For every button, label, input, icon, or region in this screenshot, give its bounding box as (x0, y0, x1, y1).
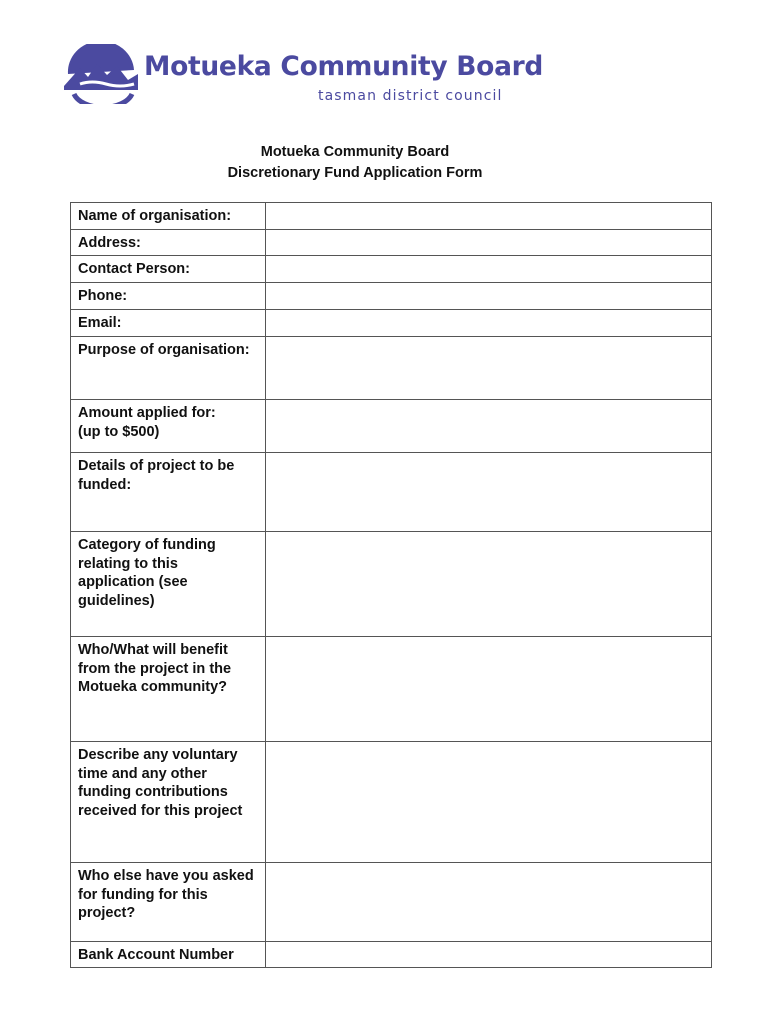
contributions-field[interactable] (266, 742, 712, 863)
council-logo (62, 44, 544, 108)
form-row-contact-person (71, 256, 712, 283)
address-field[interactable] (266, 230, 712, 256)
row-label-text: Who else have you asked for funding for this project? (78, 868, 254, 921)
row-label (71, 310, 266, 337)
phone-field[interactable] (266, 283, 712, 310)
bank-account-field[interactable] (266, 942, 712, 968)
row-label (71, 453, 266, 532)
row-label (71, 337, 266, 400)
form-row-other-funding (71, 863, 712, 942)
row-label-text: Bank Account Number (78, 947, 234, 963)
row-label-text: Category of funding relating to this application (see guidelines) (78, 537, 216, 609)
project-details-field[interactable] (266, 453, 712, 532)
form-row-beneficiaries (71, 637, 712, 742)
purpose-field[interactable] (266, 337, 712, 400)
organisation-name-field[interactable] (266, 203, 712, 230)
row-label (71, 256, 266, 283)
form-row-amount (71, 400, 712, 453)
row-label (71, 863, 266, 942)
row-label (71, 742, 266, 863)
row-label (71, 283, 266, 310)
row-label-text: Address: (78, 235, 141, 251)
beneficiaries-field[interactable] (266, 637, 712, 742)
form-row-organisation-name (71, 203, 712, 230)
form-row-phone (71, 283, 712, 310)
row-label-text: Email: (78, 315, 122, 331)
other-funding-field[interactable] (266, 863, 712, 942)
form-row-email (71, 310, 712, 337)
category-field[interactable] (266, 532, 712, 637)
row-label (71, 942, 266, 968)
mountain-logo-icon (62, 44, 140, 104)
row-label-text: Describe any voluntary time and any other funding contributions received for this project (78, 747, 243, 819)
row-label-text: Amount applied for: (up to $500) (78, 405, 216, 440)
form-row-project-details (71, 453, 712, 532)
row-label-text: Phone: (78, 288, 128, 304)
row-label-text: Contact Person: (78, 261, 190, 277)
row-label-text: Name of organisation: (78, 208, 232, 224)
row-label (71, 203, 266, 230)
row-label (71, 532, 266, 637)
form-row-address (71, 230, 712, 256)
amount-field[interactable] (266, 400, 712, 453)
contact-person-field[interactable] (266, 256, 712, 283)
form-row-purpose (71, 337, 712, 400)
row-label-text: Who/What will benefit from the project in the Motueka community? (78, 642, 232, 695)
row-label-text: Purpose of organisation: (78, 342, 250, 358)
document-subtitle: Discretionary Fund Application Form (227, 165, 483, 181)
row-label (71, 230, 266, 256)
row-label-text: Details of project to be funded: (78, 458, 235, 493)
logo-title: Motueka Community Board (144, 51, 544, 82)
document-title: Motueka Community Board (260, 144, 450, 160)
form-row-bank-account (71, 942, 712, 968)
application-form-table (70, 202, 712, 968)
form-row-category (71, 532, 712, 637)
row-label (71, 400, 266, 453)
row-label (71, 637, 266, 742)
email-field[interactable] (266, 310, 712, 337)
logo-subtitle: tasman district council (318, 88, 503, 104)
form-row-contributions (71, 742, 712, 863)
